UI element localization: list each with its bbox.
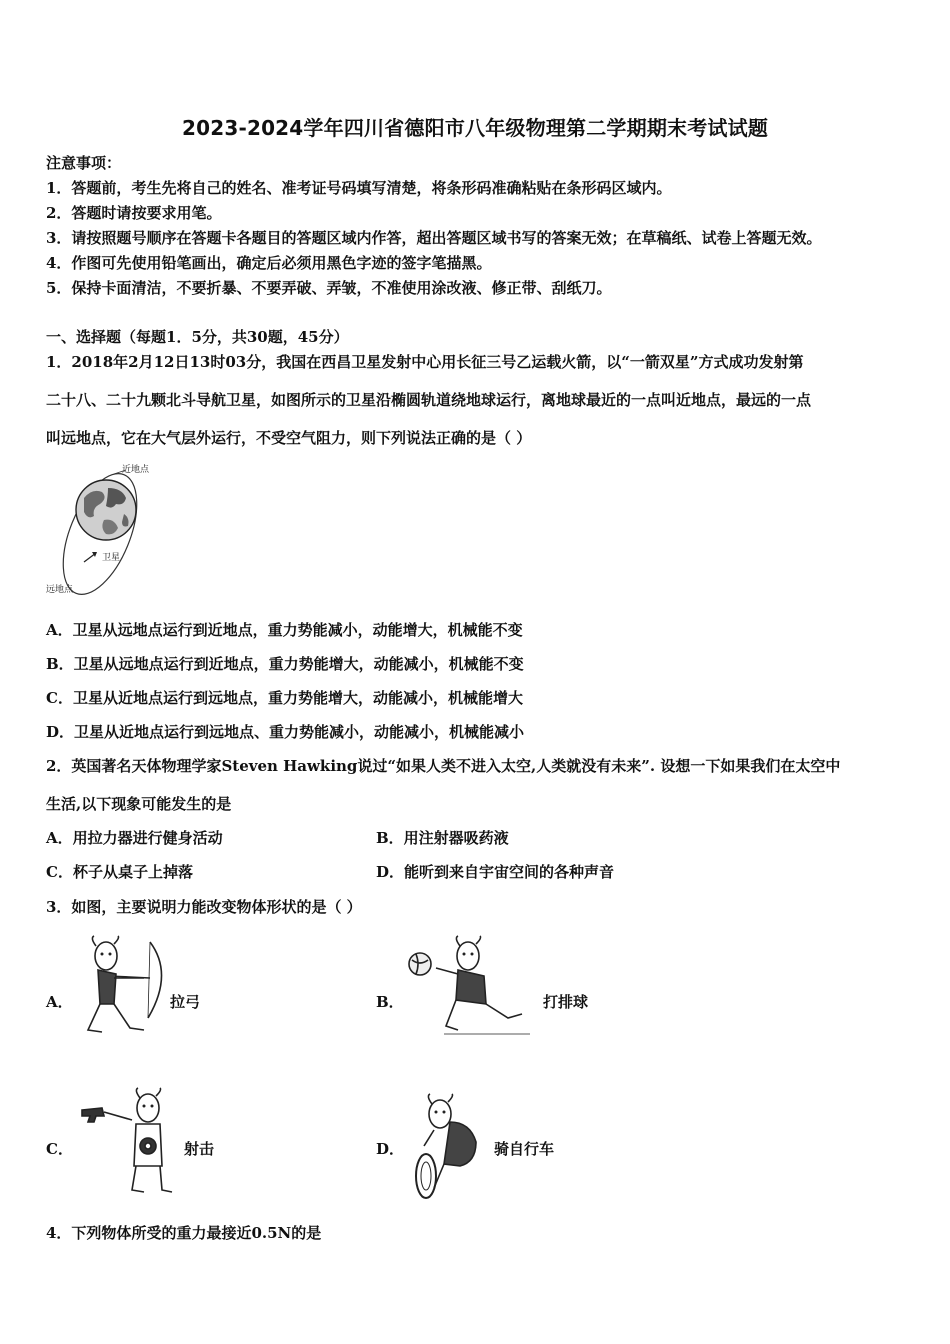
archer-icon [78,934,168,1040]
shooter-icon [78,1086,178,1198]
q4-stem: 4．下列物体所受的重力最接近0.5N的是 [46,1224,322,1242]
q3-stem: 3．如图，主要说明力能改变物体形状的是（ ） [46,898,362,916]
apogee-label: 远地点 [46,585,74,595]
notice-item: 3．请按照题号顺序在答题卡各题目的答题区域内作答，超出答题区域书写的答案无效；在草稿纸、试卷上答题无效。 [46,229,822,247]
q1-option-b: B．卫星从远地点运行到近地点，重力势能增大，动能减小，机械能不变 [46,655,524,673]
q1-stem-line: 二十八、二十九颗北斗导航卫星，如图所示的卫星沿椭圆轨道绕地球运行，离地球最近的一点叫近地点，最远的一点 [46,391,812,409]
notice-item: 2．答题时请按要求用笔。 [46,204,222,222]
q1-option-c: C．卫星从近地点运行到远地点，重力势能增大，动能减小，机械能增大 [46,689,523,707]
satellite-orbit-figure [44,462,174,598]
q2-option-d: D．能听到来自宇宙空间的各种声音 [376,863,615,881]
q2-option-b: B．用注射器吸药液 [376,829,509,847]
earth-icon [76,480,136,540]
q1-option-a: A．卫星从远地点运行到近地点，重力势能减小，动能增大，机械能不变 [46,621,523,639]
perigee-label: 近地点 [122,465,150,475]
notice-item: 4．作图可先使用铅笔画出，确定后必须用黑色字迹的签字笔描黑。 [46,254,492,272]
q2-stem-line: 生活,以下现象可能发生的是 [46,795,232,813]
satellite-arrowhead [92,552,97,557]
q3-option-b-letter: B． [376,993,404,1011]
q3-option-c-caption: 射击 [184,1140,215,1158]
section-heading: 一、选择题（每题1．5分，共30题，45分） [46,328,349,346]
q3-option-d-letter: D． [376,1140,405,1158]
satellite-label: 卫星 [102,553,121,563]
q1-stem-line: 1．2018年2月12日13时03分，我国在西昌卫星发射中心用长征三号乙运载火箭，以“一箭双星”方式成功发射第 [46,353,804,371]
q3-option-c-letter: C． [46,1140,73,1158]
volleyball-player-icon [404,934,534,1040]
q3-option-a-caption: 拉弓 [170,993,201,1011]
notice-heading: 注意事项： [46,154,122,172]
q1-stem-line: 叫远地点，它在大气层外运行，不受空气阻力，则下列说法正确的是（ ） [46,429,532,447]
q2-stem-line: 2．英国著名天体物理学家Steven Hawking说过“如果人类不进入太空,人类就没有未来”. 设想一下如果我们在太空中 [46,757,841,775]
q3-option-d-caption: 骑自行车 [494,1140,555,1158]
q2-option-c: C．杯子从桌子上掉落 [46,863,193,881]
q1-option-d: D．卫星从近地点运行到远地点、重力势能减小，动能减小，机械能减小 [46,723,525,741]
q3-option-a-letter: A． [46,993,73,1011]
notice-item: 1．答题前，考生先将自己的姓名、准考证号码填写清楚，将条形码准确粘贴在条形码区域内。 [46,179,672,197]
notice-item: 5．保持卡面清洁，不要折暴、不要弄破、弄皱，不准使用涂改液、修正带、刮纸刀。 [46,279,612,297]
q3-option-b-caption: 打排球 [543,993,589,1011]
q2-option-a: A．用拉力器进行健身活动 [46,829,223,847]
cyclist-icon [404,1092,486,1204]
page-title: 2023-2024学年四川省德阳市八年级物理第二学期期末考试试题 [181,116,769,140]
